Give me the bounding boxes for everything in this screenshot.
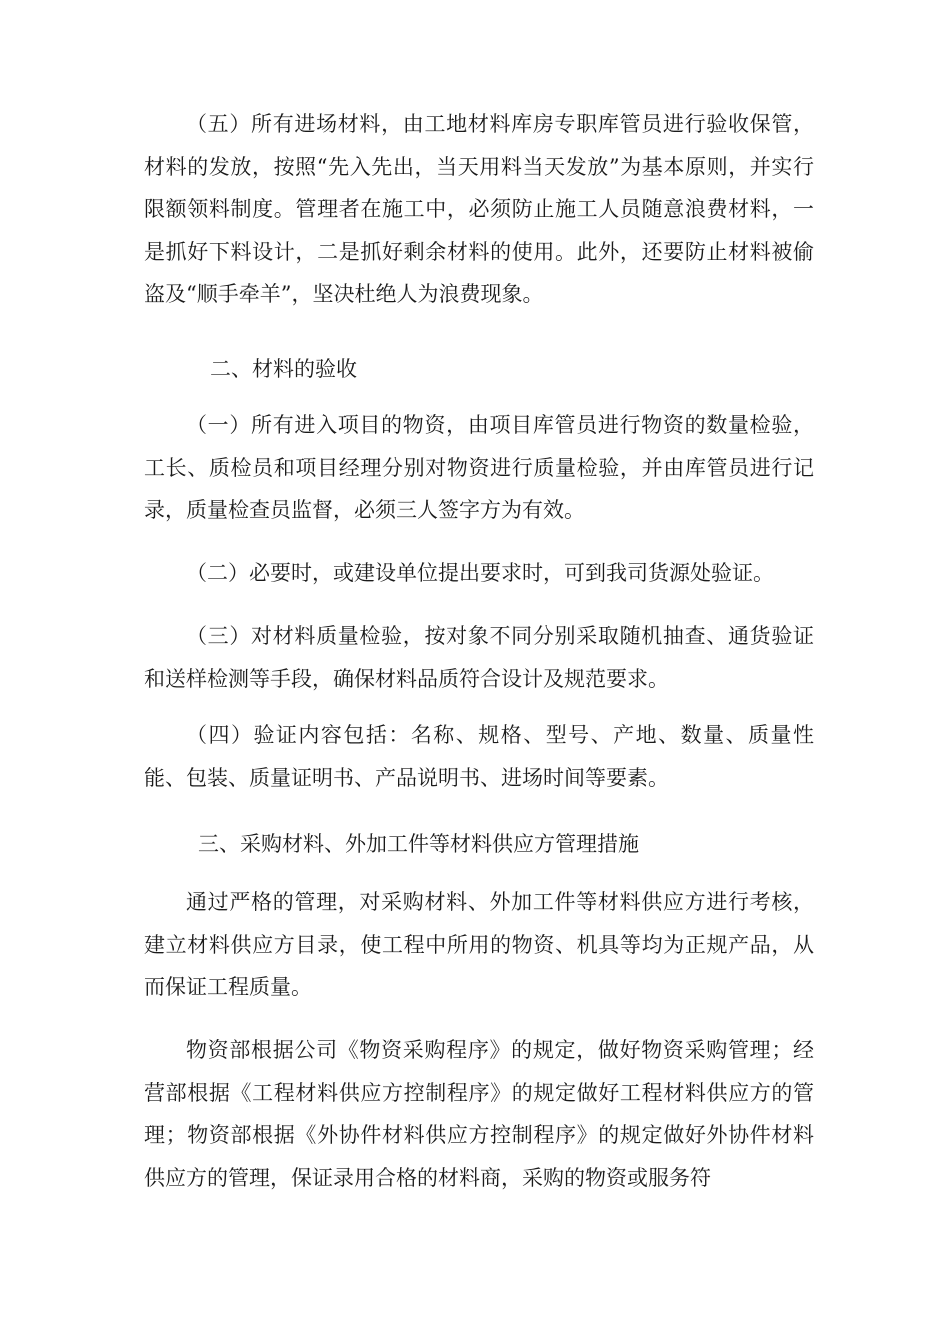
paragraph-2-3: （三）对材料质量检验，按对象不同分别采取随机抽查、通货验证和送样检测等手段，确保材料品质符合设计及规范要求。 <box>144 624 814 691</box>
section-heading-2: 二、材料的验收 <box>210 357 357 381</box>
paragraph-2-2: （二）必要时，或建设单位提出要求时，可到我司货源处验证。 <box>186 561 774 585</box>
paragraph-item-5: （五）所有进场材料，由工地材料库房专职库管员进行验收保管，材料的发放，按照“先入先出，当天用料当天发放”为基本原则，并实行限额领料制度。管理者在施工中，必须防止施工人员随意浪费材料，一是抓好下料设计，二是抓好剩余材料的使用。此外，还要防止材料被偷盗及“顺手牵羊”，坚决杜绝人为浪费现象。 <box>144 112 814 306</box>
paragraph-2-4: （四）验证内容包括：名称、规格、型号、产地、数量、质量性能、包装、质量证明书、产品说明书、进场时间等要素。 <box>144 723 814 790</box>
paragraph-2-1: （一）所有进入项目的物资，由项目库管员进行物资的数量检验，工长、质检员和项目经理分别对物资进行质量检验，并由库管员进行记录，质量检查员监督，必须三人签字方为有效。 <box>144 413 814 522</box>
paragraph-3-2: 物资部根据公司《物资采购程序》的规定，做好物资采购管理；经营部根据《工程材料供应方控制程序》的规定做好工程材料供应方的管理；物资部根据《外协件材料供应方控制程序》的规定做好外协件材料供应方的管理，保证录用合格的材料商，采购的物资或服务符 <box>144 1038 814 1190</box>
paragraph-3-1: 通过严格的管理，对采购材料、外加工件等材料供应方进行考核，建立材料供应方目录，使工程中所用的物资、机具等均为正规产品，从而保证工程质量。 <box>144 890 814 999</box>
section-heading-3: 三、采购材料、外加工件等材料供应方管理措施 <box>198 832 639 856</box>
